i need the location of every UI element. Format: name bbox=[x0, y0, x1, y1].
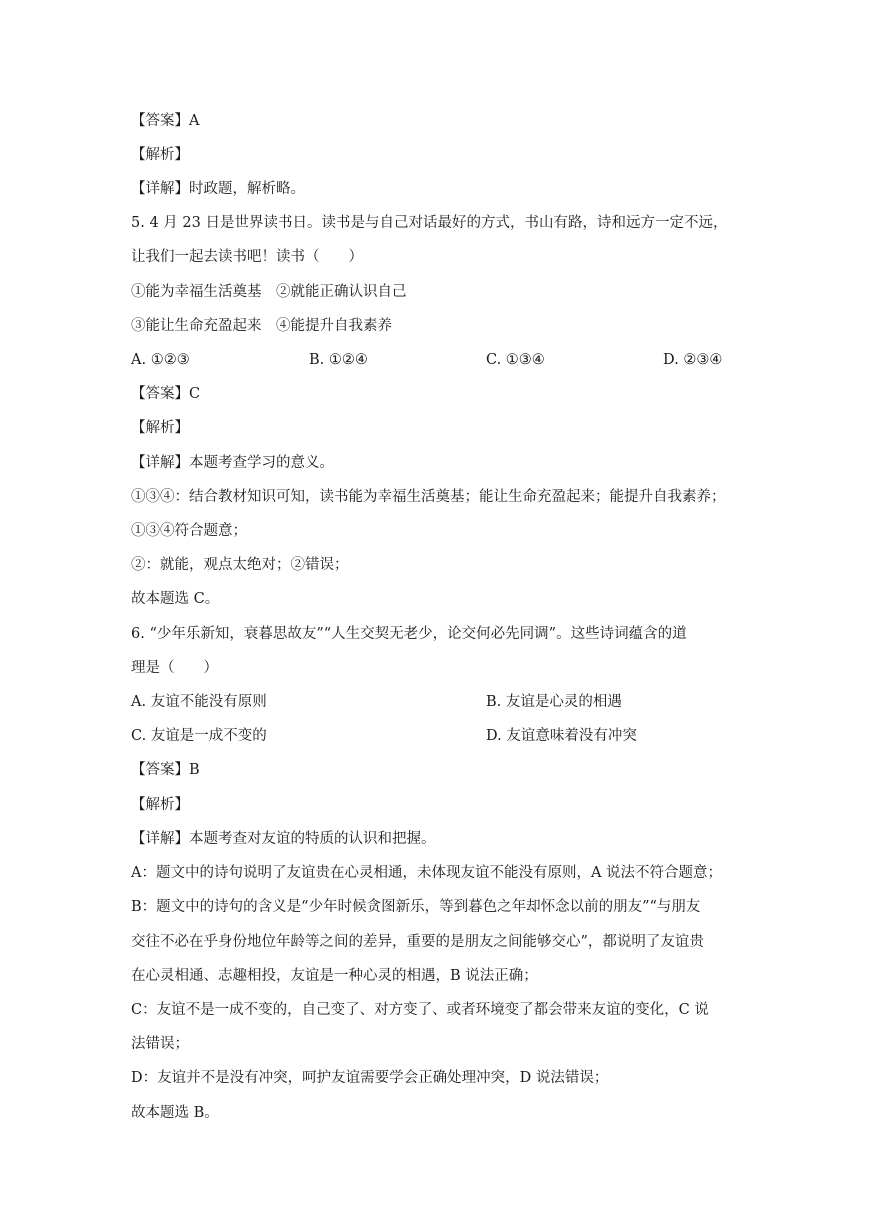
q5-option-c: C. ①③④ bbox=[486, 352, 545, 368]
q6-option-c: C. 友谊是一成不变的 bbox=[131, 728, 267, 744]
analysis-label-q6: 【解析】 bbox=[131, 797, 189, 813]
q6-option-a: A. 友谊不能没有原则 bbox=[131, 694, 267, 710]
detail-text-q5: 【详解】本题考查学习的意义。 bbox=[131, 455, 334, 471]
q6-stem-line1: 6. “少年乐新知，衰暮思故友”“人生交契无老少，论交何必先同调”。这些诗词蕴含的道 bbox=[131, 626, 687, 642]
q5-stem-line1: 5. 4 月 23 日是世界读书日。读书是与自己对话最好的方式，书山有路，诗和远方一定不远， bbox=[131, 215, 728, 231]
q6-explanation-c-2: 法错误； bbox=[131, 1036, 189, 1052]
detail-text-q6: 【详解】本题考查对友谊的特质的认识和把握。 bbox=[131, 831, 436, 847]
q5-conclusion: 故本题选 C。 bbox=[131, 591, 220, 607]
q6-option-d: D. 友谊意味着没有冲突 bbox=[486, 728, 637, 744]
q5-items-line1: ①能为幸福生活奠基 ②就能正确认识自己 bbox=[131, 284, 407, 300]
q5-explanation-1: ①③④：结合教材知识可知，读书能为幸福生活奠基；能让生命充盈起来；能提升自我素养； bbox=[131, 489, 726, 505]
q6-explanation-a: A：题文中的诗句说明了友谊贵在心灵相通，未体现友谊不能没有原则，A 说法不符合题意； bbox=[131, 865, 723, 881]
answer-label-q5: 【答案】C bbox=[131, 386, 201, 402]
q5-items-line2: ③能让生命充盈起来 ④能提升自我素养 bbox=[131, 318, 392, 334]
analysis-label-q5: 【解析】 bbox=[131, 420, 189, 436]
q5-option-a: A. ①②③ bbox=[131, 352, 190, 368]
q5-explanation-2: ①③④符合题意； bbox=[131, 523, 247, 539]
q6-explanation-b-2: 交往不必在乎身份地位年龄等之间的差异，重要的是朋友之间能够交心”，都说明了友谊贵 bbox=[131, 934, 704, 950]
q5-option-d: D. ②③④ bbox=[663, 352, 723, 368]
q6-explanation-b-3: 在心灵相通、志趣相投，友谊是一种心灵的相遇，B 说法正确； bbox=[131, 968, 538, 984]
q5-explanation-3: ②：就能，观点太绝对；②错误； bbox=[131, 557, 349, 573]
answer-label-q6: 【答案】B bbox=[131, 762, 200, 778]
q6-option-b: B. 友谊是心灵的相遇 bbox=[486, 694, 622, 710]
q6-explanation-d: D：友谊并不是没有冲突，呵护友谊需要学会正确处理冲突，D 说法错误； bbox=[131, 1070, 609, 1086]
q6-explanation-b-1: B：题文中的诗句的含义是“少年时候贪图新乐，等到暮色之年却怀念以前的朋友”“与朋友 bbox=[131, 899, 701, 915]
q6-stem-line2: 理是（ ） bbox=[131, 660, 218, 676]
q5-option-b: B. ①②④ bbox=[309, 352, 368, 368]
answer-label-q4: 【答案】A bbox=[131, 113, 200, 129]
q6-explanation-c-1: C：友谊不是一成不变的，自己变了、对方变了、或者环境变了都会带来友谊的变化，C 说 bbox=[131, 1002, 709, 1018]
q5-stem-line2: 让我们一起去读书吧！读书（ ） bbox=[131, 249, 363, 265]
detail-text-q4: 【详解】时政题，解析略。 bbox=[131, 181, 305, 197]
analysis-label-q4: 【解析】 bbox=[131, 147, 189, 163]
q6-conclusion: 故本题选 B。 bbox=[131, 1105, 219, 1121]
